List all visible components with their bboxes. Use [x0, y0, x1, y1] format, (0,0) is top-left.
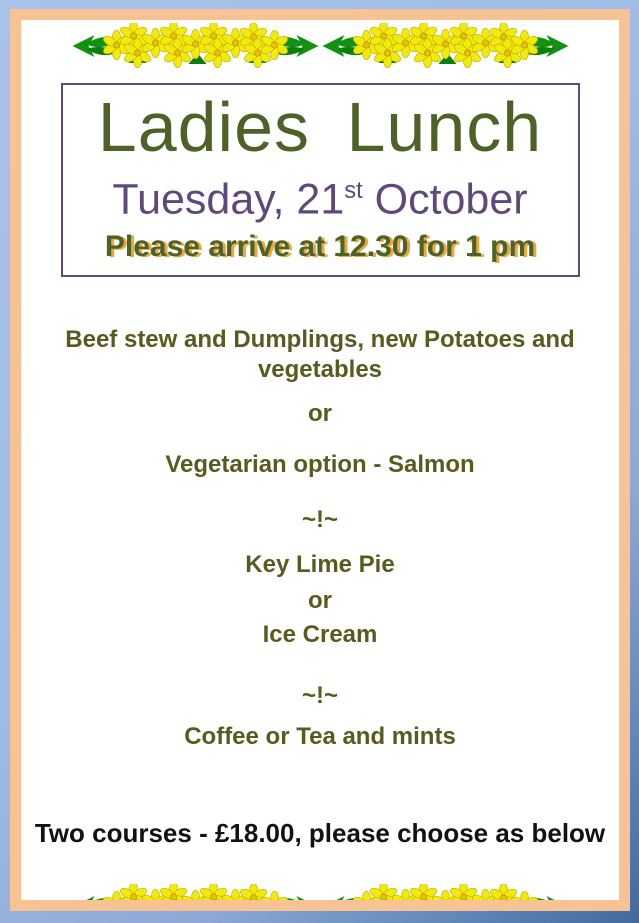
main-course	[21, 325, 619, 385]
daffodil-border-top-icon	[68, 23, 573, 69]
event-date-prefix: Tuesday, 21	[112, 175, 345, 224]
event-date-suffix: October	[362, 175, 528, 224]
event-date	[63, 168, 578, 222]
flyer-page	[10, 9, 630, 911]
or-separator-1: or	[308, 400, 332, 428]
main-course-line2: vegetables	[257, 356, 383, 384]
course-separator-1: ~!~	[301, 506, 339, 534]
dessert-option-1: Key Lime Pie	[245, 551, 395, 579]
event-date-ordinal: st	[344, 178, 363, 204]
menu-section	[21, 325, 619, 752]
price-line: Two courses - £18.00, please choose as below	[34, 818, 606, 849]
dessert-option-2: Ice Cream	[262, 621, 378, 649]
course-separator-2: ~!~	[301, 682, 339, 710]
vegetarian-option: Vegetarian option - Salmon	[165, 451, 475, 479]
main-course-line1: Beef stew and Dumplings, new Potatoes and	[65, 326, 575, 354]
arrival-note: Please arrive at 12.30 for 1 pm	[104, 230, 536, 264]
coffee-course: Coffee or Tea and mints	[184, 723, 456, 751]
daffodil-border-bottom-icon	[68, 884, 573, 911]
event-title: Ladies Lunch	[97, 88, 543, 166]
or-separator-2: or	[308, 587, 332, 615]
title-box	[61, 83, 580, 277]
